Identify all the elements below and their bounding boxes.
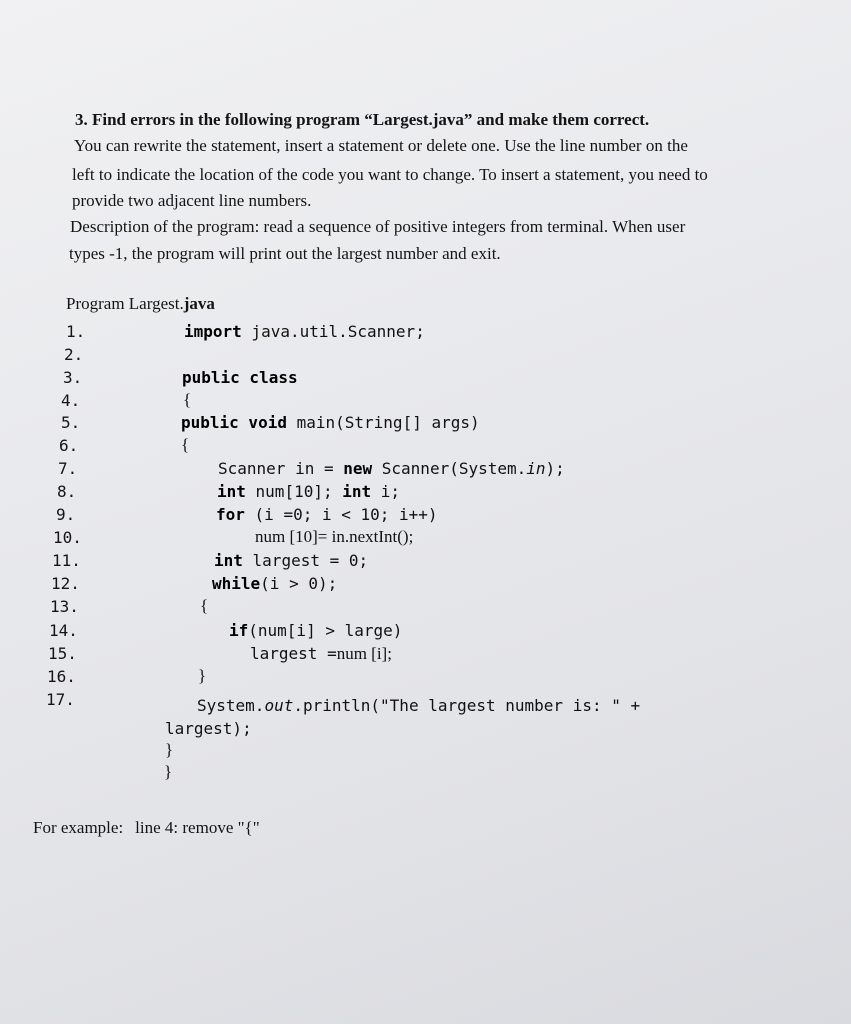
keyword-import: import — [184, 322, 242, 341]
line-number-4: 4. — [61, 391, 81, 410]
keyword-int: int — [214, 551, 243, 570]
program-title — [66, 294, 215, 314]
keyword-int: int — [217, 482, 246, 501]
code-line-9 — [216, 505, 438, 524]
keyword-int: int — [342, 482, 372, 501]
line-number-13: 13. — [50, 597, 79, 616]
code-line-14 — [229, 621, 402, 640]
line-number-2: 2. — [64, 345, 84, 364]
keyword-for: for — [216, 505, 245, 524]
keyword-public: public — [182, 368, 240, 387]
line-number-1: 1. — [66, 322, 86, 341]
code-text: java.util.Scanner; — [241, 322, 425, 341]
code-line-7 — [218, 459, 565, 478]
code-line-17 — [197, 696, 640, 715]
line-number-15: 15. — [48, 644, 77, 663]
program-title-prefix: Program Largest. — [66, 294, 184, 313]
code-line-12 — [212, 574, 337, 593]
line-number-8: 8. — [57, 482, 77, 501]
line-number-3: 3. — [63, 368, 83, 387]
program-title-ext: java — [183, 294, 215, 313]
keyword-while: while — [212, 574, 261, 593]
code-closing-brace-1: } — [165, 740, 174, 759]
code-text-italic: out — [264, 696, 294, 715]
code-line-10: num [10]= in.nextInt(); — [255, 527, 414, 546]
instruction-line-3: provide two adjacent line numbers. — [72, 191, 312, 210]
code-line-17-continued: largest); — [165, 719, 252, 738]
line-number-12: 12. — [51, 574, 80, 593]
code-line-8 — [217, 482, 400, 501]
code-text: .println("The largest number is: " + — [293, 696, 641, 715]
line-number-9: 9. — [56, 505, 76, 524]
code-text: Scanner in = — [218, 459, 344, 478]
code-line-16-brace: } — [198, 666, 207, 685]
line-number-11: 11. — [52, 551, 81, 570]
code-text: i; — [371, 482, 401, 501]
code-line-1 — [184, 322, 425, 341]
example-text: line 4: remove "{" — [135, 818, 260, 837]
code-text-serif: num [i]; — [336, 644, 392, 663]
code-text: System. — [197, 696, 265, 715]
code-text: (num[i] > large) — [248, 621, 403, 640]
code-line-3 — [182, 368, 298, 387]
line-number-6: 6. — [59, 436, 79, 455]
code-text: (i =0; i < 10; i++) — [244, 505, 438, 524]
keyword-public-void: public void — [181, 413, 287, 432]
description-line-2: types -1, the program will print out the largest number and exit. — [69, 244, 501, 263]
keyword-if: if — [229, 621, 249, 640]
code-text-italic: in — [526, 459, 546, 478]
code-line-13-brace: { — [200, 596, 209, 615]
line-number-10: 10. — [53, 528, 82, 547]
line-number-14: 14. — [49, 621, 78, 640]
line-number-16: 16. — [47, 667, 76, 686]
code-text: Scanner(System. — [372, 459, 527, 478]
keyword-class: class — [239, 368, 298, 387]
code-line-6-brace: { — [181, 435, 190, 454]
code-text: largest = — [250, 644, 337, 663]
code-text: main(String[] args) — [286, 413, 480, 432]
instruction-line-2: left to indicate the location of the code you want to change. To insert a statement, you need to — [72, 165, 708, 184]
code-text: largest = 0; — [242, 551, 369, 570]
code-line-15 — [250, 644, 392, 664]
code-closing-brace-2: } — [164, 762, 173, 781]
code-text: num[10]; — [245, 482, 343, 501]
example-label: For example: — [33, 818, 124, 837]
code-line-11 — [214, 551, 368, 570]
example-footer — [33, 818, 260, 838]
code-text: ); — [545, 459, 565, 478]
instruction-line-1: You can rewrite the statement, insert a statement or delete one. Use the line number on the — [74, 136, 688, 155]
code-line-4-brace: { — [183, 390, 192, 409]
description-line-1: Description of the program: read a sequence of positive integers from terminal. When user — [70, 217, 686, 236]
line-number-7: 7. — [58, 459, 78, 478]
keyword-new: new — [343, 459, 373, 478]
code-line-5 — [181, 413, 480, 432]
question-heading: 3. Find errors in the following program “Largest.java” and make them correct. — [75, 110, 650, 129]
line-number-5: 5. — [61, 413, 81, 432]
line-number-17: 17. — [46, 690, 75, 709]
code-text: (i > 0); — [260, 574, 338, 593]
